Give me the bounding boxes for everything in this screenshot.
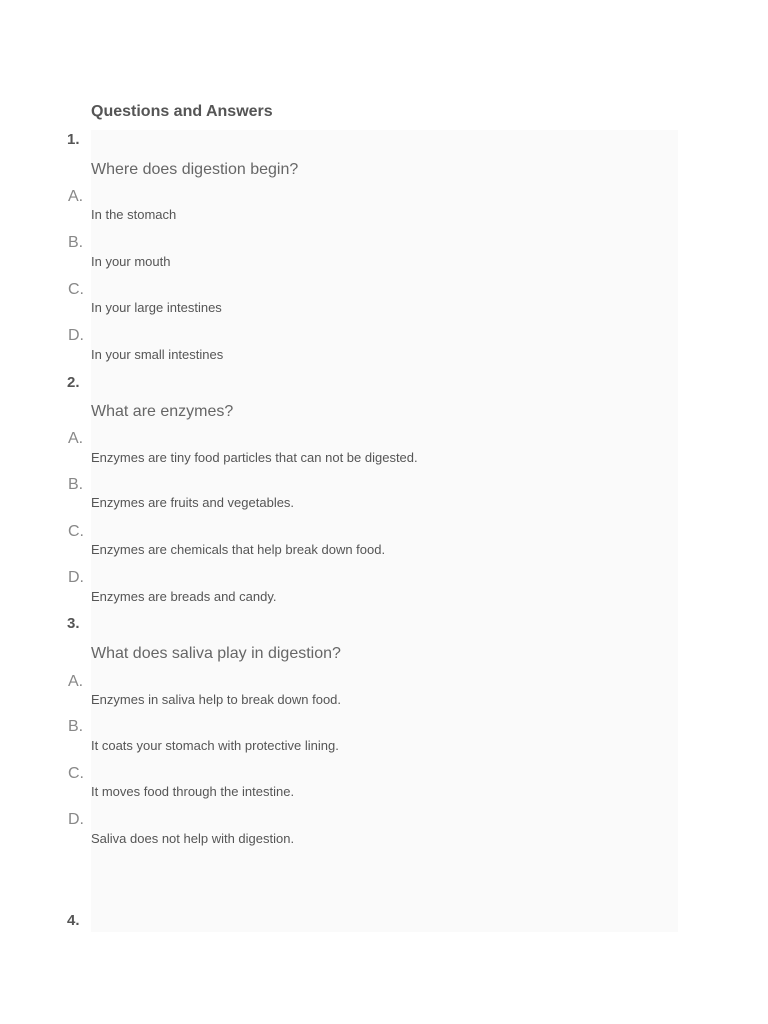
question-number: 2.: [67, 374, 80, 391]
option-letter: A.: [68, 430, 84, 447]
option-text: Enzymes in saliva help to break down food.: [91, 692, 342, 707]
option-letter: C.: [68, 765, 84, 782]
page-title: Questions and Answers: [91, 103, 273, 120]
option-text: Enzymes are chemicals that help break down food.: [91, 542, 386, 557]
option-text: Enzymes are breads and candy.: [91, 589, 277, 604]
question-text: What are enzymes?: [91, 403, 234, 420]
option-text: It coats your stomach with protective lining.: [91, 738, 339, 753]
question-number: 4.: [67, 912, 80, 929]
option-text: Saliva does not help with digestion.: [91, 831, 295, 846]
option-letter: A.: [68, 673, 84, 690]
option-text: In the stomach: [91, 207, 177, 222]
question-text: What does saliva play in digestion?: [91, 645, 341, 662]
option-letter: D.: [68, 569, 84, 586]
option-text: In your small intestines: [91, 347, 224, 362]
option-text: In your mouth: [91, 254, 171, 269]
option-letter: A.: [68, 188, 84, 205]
option-letter: D.: [68, 327, 84, 344]
option-letter: B.: [68, 234, 84, 251]
option-text: In your large intestines: [91, 300, 222, 315]
option-letter: B.: [68, 476, 84, 493]
option-letter: D.: [68, 811, 84, 828]
option-text: Enzymes are tiny food particles that can not be digested.: [91, 450, 418, 465]
quiz-background: [91, 130, 678, 932]
option-text: It moves food through the intestine.: [91, 784, 295, 799]
option-letter: B.: [68, 718, 84, 735]
option-text: Enzymes are fruits and vegetables.: [91, 495, 295, 510]
question-number: 1.: [67, 131, 80, 148]
option-letter: C.: [68, 281, 84, 298]
question-text: Where does digestion begin?: [91, 161, 299, 178]
question-number: 3.: [67, 615, 80, 632]
option-letter: C.: [68, 523, 84, 540]
